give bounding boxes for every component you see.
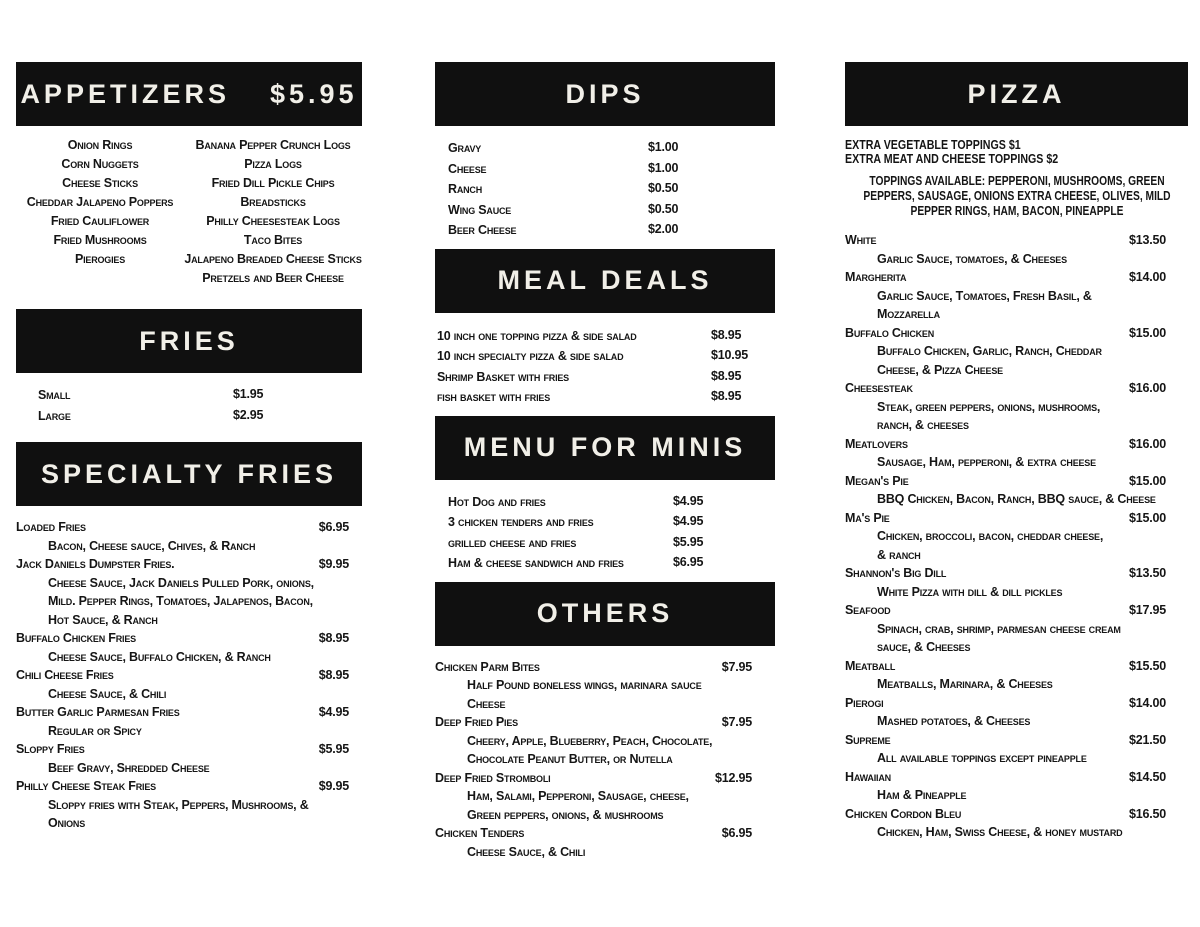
menu-item (845, 601, 1188, 620)
menu-item (435, 326, 775, 347)
menu-for-minis-title: MENU FOR MINIS (463, 432, 747, 462)
menu-item-name: Supreme (845, 732, 891, 747)
menu-item-price: $15.50 (1128, 658, 1166, 673)
menu-item-name: Philly Cheese Steak Fries (16, 779, 156, 793)
menu-item-desc: Mozzarella (877, 307, 940, 321)
menu-item-price: $8.95 (711, 327, 742, 342)
menu-item-desc: Mild. Pepper Rings, Tomatoes, Jalapenos, Bacon, (48, 594, 313, 608)
menu-item-desc: Green peppers, onions, & mushrooms (467, 807, 664, 822)
menu-item (435, 492, 775, 513)
others-title: OTHERS (536, 598, 674, 628)
menu-item-name: fish basket with fries (437, 390, 551, 404)
menu-item (16, 777, 362, 796)
others-header-bar (435, 582, 775, 646)
appetizers-items-right (184, 136, 362, 288)
menu-item (845, 379, 1188, 398)
menu-item (845, 324, 1188, 343)
menu-item (845, 564, 1188, 583)
menu-item-price: $10.95 (711, 348, 749, 362)
pizza-extra-vegetable-line: EXTRA VEGETABLE TOPPINGS $1 (845, 137, 1021, 152)
menu-item-name: Deep Fried Stromboli (435, 770, 551, 785)
menu-item: Cheddar Jalapeno Poppers (26, 195, 174, 209)
menu-item-name: Buffalo Chicken Fries (16, 631, 136, 645)
menu-item: Philly Cheesesteak Logs (206, 214, 340, 228)
menu-item-desc: Regular or Spicy (48, 723, 142, 738)
menu-item-name: Cheesesteak (845, 381, 913, 395)
menu-item-name: Wing Sauce (448, 202, 512, 217)
menu-item-name: Deep Fried Pies (435, 715, 518, 729)
menu-item (435, 159, 775, 180)
menu-item-price: $15.00 (1128, 325, 1166, 340)
column-left (16, 62, 362, 861)
menu-item-name: Buffalo Chicken (845, 325, 935, 340)
menu-item (845, 768, 1188, 787)
menu-item-desc: & ranch (877, 547, 921, 562)
section-meal-deals (435, 249, 775, 408)
menu-item: Taco Bites (243, 233, 303, 247)
menu-item-price: $16.00 (1128, 436, 1166, 451)
pizza-extra-toppings-note (845, 138, 1126, 166)
others-items (435, 658, 775, 862)
fries-items (16, 385, 362, 426)
menu-item-name: grilled cheese and fries (448, 535, 577, 550)
menu-item-price: $1.00 (648, 140, 679, 154)
menu-item-desc: Cheese, & Pizza Cheese (877, 362, 1003, 377)
menu-item-name: Meatlovers (845, 436, 908, 451)
menu-item-desc: BBQ Chicken, Bacon, Ranch, BBQ sauce, & Cheese (877, 492, 1156, 506)
section-others (435, 582, 775, 862)
menu-item (16, 629, 362, 648)
menu-item-desc: Mashed potatoes, & Cheeses (877, 714, 1031, 728)
meal-deals-header-bar (435, 249, 775, 313)
section-fries (16, 309, 362, 426)
menu-item (16, 385, 362, 406)
menu-item-price: $2.00 (648, 222, 679, 236)
menu-item-price: $16.00 (1128, 381, 1166, 395)
menu-item (845, 435, 1188, 454)
menu-for-minis-items (435, 492, 775, 574)
menu-item-desc: Cheery, Apple, Blueberry, Peach, Chocolate, (467, 733, 713, 748)
menu-item-name: Jack Daniels Dumpster Fries. (16, 557, 175, 571)
menu-item-name: Shannon's Big Dill (845, 566, 947, 580)
menu-item (845, 509, 1188, 528)
menu-item-desc: Cheese Sauce, Jack Daniels Pulled Pork, onions, (48, 575, 314, 590)
menu-item-price: $4.95 (673, 493, 704, 508)
menu-item: Fried Cauliflower (50, 214, 150, 228)
fries-header-bar (16, 309, 362, 373)
menu-item-name: Seafood (845, 603, 891, 617)
menu-item-name: Hot Dog and fries (448, 494, 546, 509)
menu-item-desc: Buffalo Chicken, Garlic, Ranch, Cheddar (877, 344, 1102, 358)
menu-item-desc: Beef Gravy, Shredded Cheese (48, 760, 210, 775)
menu-item-name: Chili Cheese Fries (16, 668, 114, 682)
menu-item-name: 3 chicken tenders and fries (448, 515, 594, 529)
menu-item-name: Ham & cheese sandwich and fries (448, 556, 624, 570)
meal-deals-title: MEAL DEALS (497, 265, 713, 295)
menu-item (435, 220, 775, 241)
menu-item-name: 10 inch specialty pizza & side salad (437, 349, 624, 363)
menu-item-name: Chicken Tenders (435, 826, 525, 840)
pizza-extra-meat-cheese-line: EXTRA MEAT AND CHEESE TOPPINGS $2 (845, 151, 1059, 166)
menu-item (435, 138, 775, 159)
menu-item-name: Megan's Pie (845, 473, 909, 488)
dips-title: DIPS (565, 78, 645, 109)
menu-item (435, 346, 775, 367)
menu-item (435, 200, 775, 221)
appetizers-title: APPETIZERS (20, 78, 230, 109)
menu-item-name: Small (38, 388, 71, 402)
menu-item-price: $14.00 (1128, 695, 1166, 710)
menu-item: Pizza Logs (244, 157, 302, 171)
pizza-title: PIZZA (967, 78, 1066, 109)
menu-item-price: $16.50 (1128, 806, 1166, 821)
menu-item-price: $5.95 (318, 742, 349, 756)
menu-item (845, 231, 1188, 250)
menu-item-name: Gravy (448, 141, 482, 155)
menu-item-price: $5.95 (673, 534, 704, 549)
menu-item-desc: Chicken, Ham, Swiss Cheese, & honey mustard (877, 825, 1123, 839)
menu-item-price: $9.95 (318, 779, 349, 793)
specialty-fries-header-bar (16, 442, 362, 506)
menu-item-name: Chicken Parm Bites (435, 659, 540, 674)
menu-item-name: Butter Garlic Parmesan Fries (16, 705, 180, 719)
section-appetizers (16, 62, 362, 288)
menu-item (16, 518, 362, 537)
menu-item-name: Hawaiian (845, 769, 891, 784)
column-middle (435, 62, 775, 861)
specialty-fries-title: SPECIALTY FRIES (40, 458, 338, 489)
menu-item (845, 657, 1188, 676)
menu-item: Corn Nuggets (61, 157, 139, 171)
menu-item-desc: Sausage, Ham, pepperoni, & extra cheese (877, 455, 1096, 469)
specialty-fries-items (16, 518, 362, 833)
menu-item-name: Ranch (448, 182, 483, 196)
menu-item-desc: ranch, & cheeses (877, 418, 969, 432)
menu-item (16, 555, 362, 574)
menu-item-price: $2.95 (233, 407, 264, 422)
menu-item-name: Pierogi (845, 695, 884, 710)
menu-item (435, 512, 775, 533)
menu-item-price: $9.95 (318, 557, 349, 571)
menu-item (435, 179, 775, 200)
menu-item-price: $7.95 (721, 659, 752, 674)
menu-item-desc: Bacon, Cheese sauce, Chives, & Ranch (48, 538, 256, 553)
fries-title: FRIES (139, 325, 239, 356)
menu-item-desc: Cheese Sauce, & Chili (467, 844, 586, 859)
menu-item-desc: Cheese (467, 696, 506, 711)
menu-item-desc: Spinach, crab, shrimp, parmesan cheese cream (877, 621, 1121, 636)
menu-item-price: $0.50 (648, 181, 679, 195)
menu-item-name: Sloppy Fries (16, 742, 85, 756)
menu-item: Pretzels and Beer Cheese (202, 271, 344, 285)
menu-item: Jalapeno Breaded Cheese Sticks (184, 252, 362, 266)
menu-item (16, 740, 362, 759)
menu-item (435, 824, 775, 843)
menu-item-desc: Chicken, broccoli, bacon, cheddar cheese, (877, 529, 1104, 543)
dips-items (435, 138, 775, 241)
menu-item-desc: Half Pound boneless wings, marinara sauce (467, 678, 702, 692)
menu-item (435, 713, 775, 732)
menu-item (845, 472, 1188, 491)
pizza-header-bar (845, 62, 1188, 126)
menu-item: Onion Rings (67, 138, 133, 152)
menu-item-price: $0.50 (648, 201, 679, 216)
menu-item-price: $8.95 (711, 368, 742, 383)
dips-header-bar (435, 62, 775, 126)
menu-item-desc: Chocolate Peanut Butter, or Nutella (467, 752, 673, 766)
menu-item-name: Shrimp Basket with fries (437, 369, 569, 384)
menu-item (845, 268, 1188, 287)
menu-item-price: $12.95 (714, 770, 752, 785)
menu-item-price: $6.95 (721, 826, 752, 840)
menu-item (435, 367, 775, 388)
menu-item: Banana Pepper Crunch Logs (195, 138, 351, 152)
section-menu-for-minis (435, 416, 775, 574)
menu-item (16, 703, 362, 722)
menu-item-desc: Sloppy fries with Steak, Peppers, Mushrooms, & (48, 797, 309, 812)
appetizers-items (16, 136, 362, 288)
appetizers-header-price: $5.95 (269, 78, 358, 109)
menu-item-price: $15.00 (1128, 473, 1166, 488)
menu-item-price: $14.00 (1128, 270, 1166, 284)
menu-item: Fried Dill Pickle Chips (211, 176, 335, 190)
menu-item-desc: Meatballs, Marinara, & Cheeses (877, 677, 1053, 691)
menu-item: Breadsticks (240, 195, 306, 209)
menu-item (16, 666, 362, 685)
menu-item (435, 769, 775, 788)
menu-item-price: $15.00 (1128, 510, 1166, 525)
menu-item (435, 658, 775, 677)
menu-item (16, 406, 362, 427)
menu-item-name: White (845, 233, 877, 247)
menu-item-desc: Cheese Sauce, & Chili (48, 686, 167, 701)
menu-item-desc: Ham & Pineapple (877, 788, 967, 802)
section-pizza (845, 62, 1188, 842)
menu-item (845, 694, 1188, 713)
section-dips (435, 62, 775, 241)
menu-item-desc: Ham, Salami, Pepperoni, Sausage, cheese, (467, 789, 689, 803)
menu-item-desc: Onions (48, 816, 86, 830)
menu-item (435, 533, 775, 554)
menu-item-price: $1.95 (233, 387, 264, 401)
menu-item-desc: White Pizza with dill & dill pickles (877, 584, 1063, 599)
menu-item (845, 805, 1188, 824)
menu-item-price: $4.95 (673, 514, 704, 528)
menu-item-price: $8.95 (711, 389, 742, 403)
menu-item: Pierogies (74, 252, 126, 266)
meal-deals-items (435, 326, 775, 408)
pizza-toppings-available-note: TOPPINGS AVAILABLE: PEPPERONI, MUSHROOMS, GREEN PEPPERS, SAUSAGE, ONIONS EXTRA CHEESE, OLIVES, MILD PEPPER RINGS, HAM, BACON, PINEAPPLE (863, 174, 1171, 218)
menu-item-name: Loaded Fries (16, 520, 86, 534)
menu-item-price: $21.50 (1128, 732, 1166, 747)
menu-item-price: $17.95 (1128, 603, 1166, 617)
menu-item (435, 387, 775, 408)
menu-item-name: Cheese (448, 161, 487, 176)
menu-item-name: Large (38, 408, 71, 423)
pizza-items (845, 231, 1188, 842)
appetizers-items-left (16, 136, 184, 288)
section-specialty-fries (16, 442, 362, 833)
menu-item-desc: Steak, green peppers, onions, mushrooms, (877, 399, 1101, 414)
menu-item-desc: All available toppings except pineapple (877, 751, 1087, 765)
menu-item-price: $1.00 (648, 160, 679, 175)
menu-item-desc: Garlic Sauce, Tomatoes, Fresh Basil, & (877, 288, 1092, 303)
menu-item-desc: Cheese Sauce, Buffalo Chicken, & Ranch (48, 649, 271, 664)
menu-item-price: $13.50 (1128, 233, 1166, 247)
menu-item-price: $8.95 (318, 631, 349, 645)
appetizers-header-bar (16, 62, 362, 126)
menu-item-desc: Garlic Sauce, tomatoes, & Cheeses (877, 251, 1067, 266)
menu-item-name: Ma's Pie (845, 510, 890, 525)
menu-item-name: Margherita (845, 270, 907, 284)
menu-item-name: Chicken Cordon Bleu (845, 806, 962, 821)
menu-item-desc: sauce, & Cheeses (877, 640, 971, 654)
menu-item-price: $6.95 (673, 555, 704, 569)
menu-item-price: $4.95 (318, 705, 349, 719)
menu-item-price: $14.50 (1128, 769, 1166, 784)
menu-item: Fried Mushrooms (53, 233, 147, 247)
menu-item-price: $13.50 (1128, 566, 1166, 580)
menu-item-name: Beer Cheese (448, 223, 517, 237)
menu-item-desc: Hot Sauce, & Ranch (48, 612, 158, 627)
menu-item-price: $8.95 (318, 668, 349, 682)
menu-item-price: $6.95 (318, 520, 349, 534)
menu-item (435, 553, 775, 574)
menu-item: Cheese Sticks (62, 176, 138, 190)
menu-item-name: 10 inch one topping pizza & side salad (437, 328, 637, 343)
menu-for-minis-header-bar (435, 416, 775, 480)
menu-item-price: $7.95 (721, 715, 752, 729)
column-right (845, 62, 1188, 861)
menu-item-name: Meatball (845, 658, 896, 673)
menu-item (845, 731, 1188, 750)
